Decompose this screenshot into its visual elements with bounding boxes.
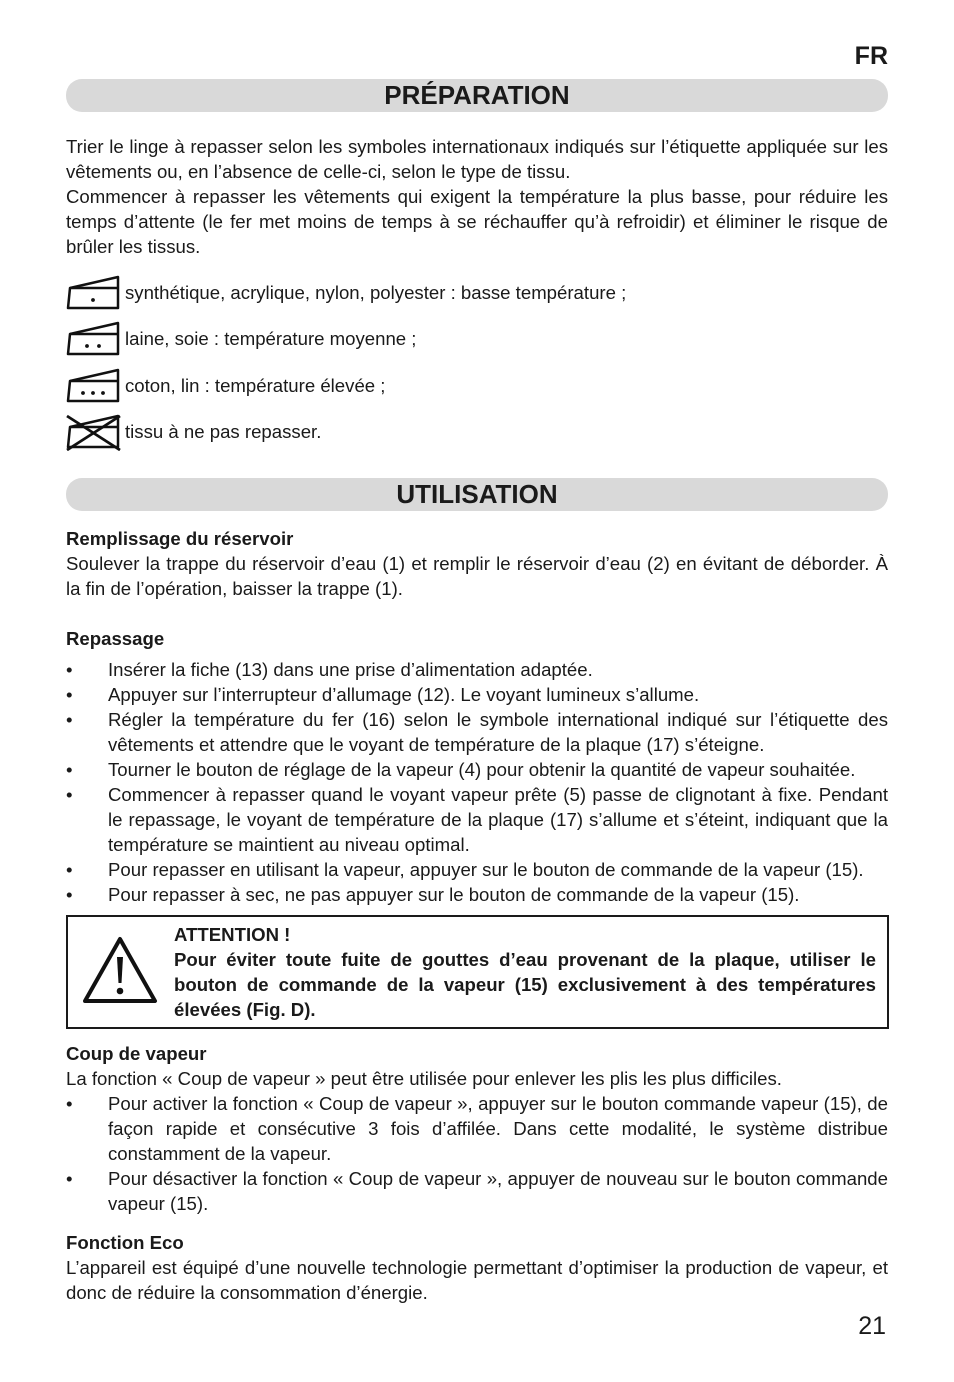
bullet-glyph: •	[66, 884, 73, 905]
list-item	[66, 882, 888, 907]
symbol-label: tissu à ne pas repasser.	[125, 421, 322, 442]
page-number: 21	[858, 1312, 886, 1340]
list-item	[66, 757, 888, 782]
symbol-label: synthétique, acrylique, nylon, polyester : basse température ;	[125, 282, 627, 303]
attention-body: Pour éviter toute fuite de gouttes d’eau provenant de la plaque, utiliser le bouton de commande de la vapeur (15) exclusivement à des températures élevées (Fig. D).	[174, 949, 876, 1020]
symbol-row-medium	[66, 319, 416, 359]
subheading-fonction-eco: Fonction Eco	[66, 1232, 184, 1253]
list-item	[66, 1166, 888, 1216]
eco-text	[66, 1255, 888, 1305]
paragraph: Soulever la trappe du réservoir d’eau (1) et remplir le réservoir d’eau (2) en évitant de déborder. À la fin de l’opération, baisser la trappe (1).	[66, 553, 888, 599]
iron-three-dots-icon	[66, 367, 122, 405]
list-item-text: Pour repasser en utilisant la vapeur, appuyer sur le bouton de commande de la vapeur (15).	[108, 859, 864, 880]
bullet-glyph: •	[66, 684, 73, 705]
list-item-text: Appuyer sur l’interrupteur d’allumage (12). Le voyant lumineux s’allume.	[108, 684, 700, 705]
iron-two-dots-icon	[66, 320, 122, 358]
list-item-text: Commencer à repasser quand le voyant vapeur prête (5) passe de clignotant à fixe. Pendant le repassage, le voyant de température de la plaque (17) s’allume et s’éteint, indiquant que la température se maintient au niveau optimal.	[108, 784, 888, 855]
paragraph: Trier le linge à repasser selon les symboles internationaux indiqués sur l’étiquette appliquée sur les vêtements ou, en l’absence de celle-ci, selon le type de tissu.	[66, 136, 888, 182]
symbol-label: coton, lin : température élevée ;	[125, 375, 386, 396]
list-item-text: Régler la température du fer (16) selon le symbole international indiqué sur l’étiquette des vêtements et attendre que le voyant de température de la plaque (17) s’éteigne.	[108, 709, 888, 755]
bullet-glyph: •	[66, 709, 73, 730]
coup-list	[66, 1091, 888, 1216]
iron-one-dot-icon	[66, 274, 122, 312]
paragraph: L’appareil est équipé d’une nouvelle technologie permettant d’optimiser la production de vapeur, et donc de réduire la consommation d’énergie.	[66, 1257, 888, 1303]
section-title-preparation	[66, 79, 888, 112]
section-title-text: UTILISATION	[396, 479, 558, 509]
list-item-text: Pour désactiver la fonction « Coup de vapeur », appuyer de nouveau sur le bouton commande vapeur (15).	[108, 1168, 888, 1214]
list-item-text: Tourner le bouton de réglage de la vapeur (4) pour obtenir la quantité de vapeur souhaitée.	[108, 759, 856, 780]
coup-intro	[66, 1066, 888, 1091]
list-item	[66, 857, 888, 882]
remplissage-text	[66, 551, 888, 601]
symbol-row-no-iron	[66, 412, 321, 452]
bullet-glyph: •	[66, 859, 73, 880]
paragraph: La fonction « Coup de vapeur » peut être utilisée pour enlever les plis les plus difficiles.	[66, 1068, 782, 1089]
warning-triangle-icon	[82, 935, 158, 1005]
bullet-glyph: •	[66, 1168, 73, 1189]
bullet-glyph: •	[66, 784, 73, 805]
list-item	[66, 782, 888, 857]
symbol-row-low	[66, 273, 626, 313]
section-title-text: PRÉPARATION	[384, 80, 570, 110]
section-title-utilisation	[66, 478, 888, 511]
bullet-glyph: •	[66, 759, 73, 780]
bullet-glyph: •	[66, 1093, 73, 1114]
preparation-text	[66, 134, 888, 259]
list-item	[66, 1091, 888, 1166]
bullet-glyph: •	[66, 659, 73, 680]
subheading-coup-de-vapeur: Coup de vapeur	[66, 1043, 207, 1064]
language-code: FR	[854, 42, 888, 70]
list-item-text: Pour activer la fonction « Coup de vapeur », appuyer sur le bouton commande vapeur (15), de façon rapide et consécutive 3 fois d’affilée. Dans cette modalité, le système distribue constamment de la vapeur.	[108, 1093, 888, 1164]
iron-crossed-icon	[66, 413, 122, 451]
symbol-row-high	[66, 366, 385, 406]
list-item	[66, 707, 888, 757]
list-item-text: Insérer la fiche (13) dans une prise d’alimentation adaptée.	[108, 659, 593, 680]
paragraph: Commencer à repasser les vêtements qui exigent la température la plus basse, pour réduire les temps d’attente (le fer met moins de temps à se réchauffer qu’à refroidir) et éliminer le risque de brûler les tissus.	[66, 186, 888, 257]
attention-box	[66, 915, 889, 1029]
list-item	[66, 657, 888, 682]
subheading-repassage: Repassage	[66, 628, 165, 649]
symbol-label: laine, soie : température moyenne ;	[125, 328, 417, 349]
attention-title: ATTENTION !	[174, 924, 291, 945]
repassage-list	[66, 657, 888, 907]
list-item-text: Pour repasser à sec, ne pas appuyer sur le bouton de commande de la vapeur (15).	[108, 884, 800, 905]
list-item	[66, 682, 888, 707]
attention-text	[174, 922, 876, 1022]
subheading-remplissage: Remplissage du réservoir	[66, 528, 294, 549]
